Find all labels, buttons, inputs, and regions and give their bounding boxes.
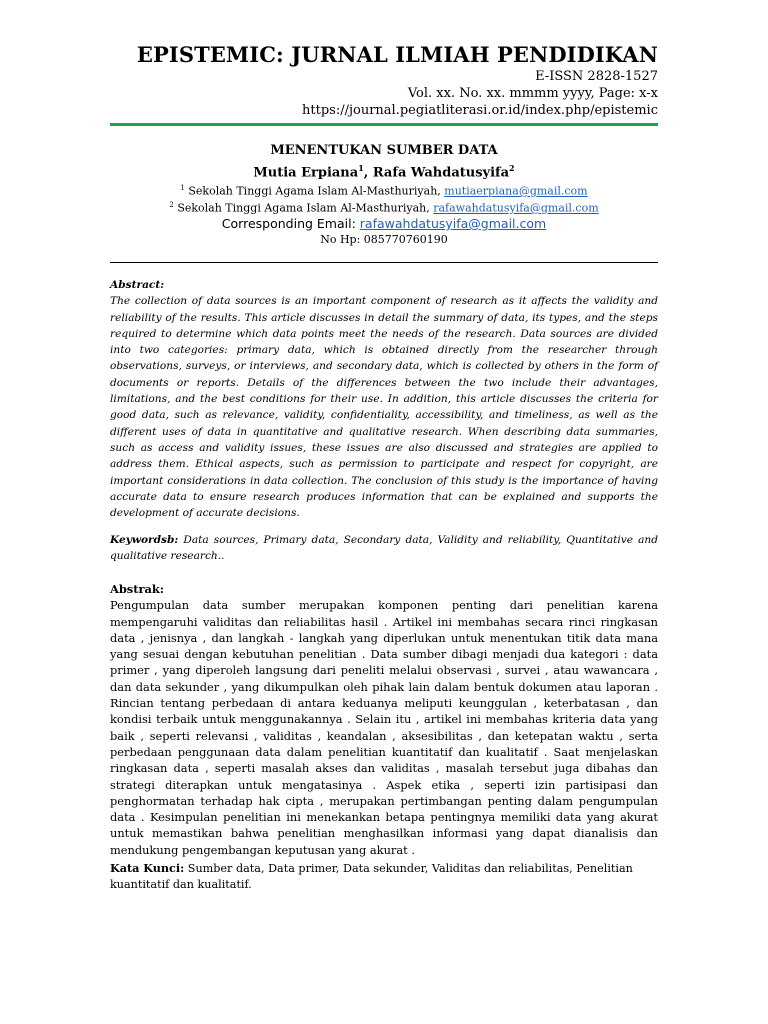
author-1-name: Mutia Erpiana [253,165,359,181]
journal-url[interactable]: https://journal.pegiatliterasi.or.id/index.php/epistemic [302,103,658,118]
abstract-english [110,277,658,521]
author-2-sup: 2 [509,163,515,173]
corresponding-email [110,216,658,231]
abstract-indonesian-text: Pengumpulan data sumber merupakan komponen penting dari penelitian karena mempengaruhi validitas dan reliabilitas hasil . Artikel ini membahas secara rinci ringkasan data , jenisnya , dan langkah - langkah yang diperlukan untuk menentukan titik data mana yang sesuai dengan kebutuhan penelitian . Data sumber dibagi menjadi dua kategori : data primer , yang diperoleh langsung dari peneliti melalui observasi , survei , atau wawancara , dan data sekunder , yang dikumpulkan oleh pihak lain dalam bentuk dokumen atau laporan . Rincian tentang perbedaan di antara keduanya meliputi keunggulan , keterbatasan , dan kondisi terbaik untuk menggunakannya . Selain itu , artikel ini membahas kriteria data yang baik , seperti relevansi , validitas , keandalan , aksesibilitas , dan ketepatan waktu , serta perbedaan penggunaan data dalam penelitian kuantitatif dan kualitatif . Saat menjelaskan ringkasan data , seperti masalah akses dan validitas , masalah tersebut juga dibahas dan strategi diterapkan untuk mengatasinya . Aspek etika , seperti izin partisipasi dan penghormatan terhadap hak cipta , merupakan pertimbangan penting dalam pengumpulan data . Kesimpulan penelitian ini menekankan betapa pentingnya memiliki data yang akurat untuk memastikan bahwa penelitian menghasilkan informasi yang dapat dianalisis dan mendukung pengembangan keputusan yang akurat . [110,598,658,857]
corresponding-label: Corresponding Email: [221,216,360,231]
header-divider [110,123,658,126]
affiliation-1 [110,184,658,198]
section-divider [110,262,658,263]
affiliation-2-email-link[interactable]: rafawahdatusyifa@gmail.com [433,201,599,215]
affiliation-2-text: Sekolah Tinggi Agama Islam Al-Masthuriyah, [177,201,434,215]
affiliation-2 [110,201,658,215]
journal-volume: Vol. xx. No. xx. mmmm yyyy, Page: x-x [407,86,658,101]
journal-issn: E-ISSN 2828-1527 [535,69,658,84]
affiliation-1-email-link[interactable]: mutiaerpiana@gmail.com [444,184,588,198]
abstract-indonesian [110,581,658,858]
affiliation-1-sup: 1 [180,184,185,192]
keywords-indonesian-text: Sumber data, Data primer, Data sekunder, Validitas dan reliabilitas, Penelitian kuantitatif dan kualitatif. [110,862,633,891]
affiliation-2-sup: 2 [169,201,174,209]
phone-number: No Hp: 085770760190 [320,233,448,246]
abstract-english-text: The collection of data sources is an important component of research as it affects the validity and reliability of the results. This article discusses in detail the summary of data, its types, and the steps required to determine which data points meet the needs of the research. Data sources are divided into two categories: primary data, which is obtained directly from the researcher through observations, surveys, or interviews, and secondary data, which is collected by others in the form of documents or reports. Details of the differences between the two include their advantages, limitations, and the best conditions for their use. In addition, this article discusses the criteria for good data, such as relevance, validity, confidentiality, accessibility, and timeliness, as well as the different uses of data in quantitative and qualitative research. When describing data summaries, such as access and validity issues, these issues are also discussed and strategies are applied to address them. Ethical aspects, such as permission to participate and respect for copyright, are important considerations in data collection. The conclusion of this study is the importance of having accurate data to ensure research produces information that can be explained and supports the development of accurate decisions. [110,295,658,520]
author-separator: , [363,165,373,181]
journal-title: EPISTEMIC: JURNAL ILMIAH PENDIDIKAN [136,42,658,67]
author-2-name: Rafa Wahdatusyifa [372,165,510,181]
affiliation-1-text: Sekolah Tinggi Agama Islam Al-Masthuriyah, [188,184,445,198]
corresponding-email-link[interactable]: rafawahdatusyifa@gmail.com [359,216,547,231]
keywords-indonesian [110,861,658,892]
keywords-english [110,532,658,565]
author-1-sup: 1 [358,163,364,173]
author-line [110,163,658,180]
keywords-indonesian-label: Kata Kunci: [110,861,185,875]
abstract-indonesian-label: Abstrak: [110,582,164,596]
keywords-english-text: Data sources, Primary data, Secondary data, Validity and reliability, Quantitative and qualitative research.. [110,534,658,563]
article-title: MENENTUKAN SUMBER DATA [270,143,498,158]
keywords-english-label: Keywordsb: [110,534,179,546]
abstract-english-label: Abstract: [110,279,165,291]
